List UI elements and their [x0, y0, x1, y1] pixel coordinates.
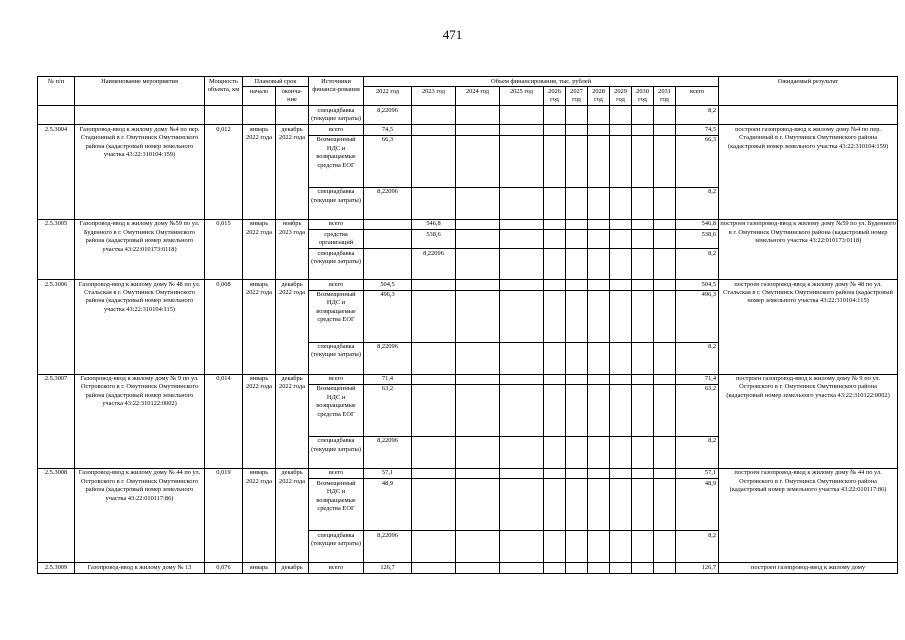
cell-empty: [610, 230, 632, 249]
cell-end: ноябрь 2023 года: [276, 219, 309, 279]
cell-end: декабрь 2022 года: [276, 374, 309, 468]
cell-2022: 8,22096: [364, 187, 412, 219]
cell-empty: [456, 384, 500, 436]
cell-empty: [610, 384, 632, 436]
cell-empty: [566, 436, 588, 468]
header-term-end: оконча-ние: [276, 87, 309, 106]
cell-empty: [566, 290, 588, 342]
cell-empty: [632, 342, 654, 374]
cell-2023: [412, 135, 456, 187]
cell-empty: [588, 436, 610, 468]
cell-name: Газопровод-ввод к жилому дому №59 по ул. Буденного в г. Омутнинск Омутнинского района (кадастровый номер земельного участка 43:22:010173:0118): [75, 219, 205, 279]
cell-source: спецнадбавка (текущие затраты): [309, 187, 364, 219]
cell-empty: [500, 563, 544, 573]
cell-2022: 8,22096: [364, 436, 412, 468]
cell-empty: [412, 106, 456, 125]
header-year-2023: 2023 год: [412, 87, 456, 106]
header-volume: Объем финансирования, тыс. рублей: [364, 77, 719, 87]
cell-empty: [456, 563, 500, 573]
cell-total: 8,2: [676, 249, 719, 280]
cell-2022: [364, 219, 412, 229]
cell-empty: [610, 135, 632, 187]
cell-empty: [588, 563, 610, 573]
cell-empty: [588, 187, 610, 219]
header-name: Наименование мероприятия: [75, 77, 205, 106]
cell-source: спецнадбавка (текущие затраты): [309, 249, 364, 280]
cell-end: декабрь 2022 года: [276, 468, 309, 562]
cell-2022: 63,2: [364, 384, 412, 436]
cell-total: 66,3: [676, 135, 719, 187]
cell-empty: [544, 219, 566, 229]
project-row: [38, 280, 898, 290]
cell-empty: [544, 531, 566, 563]
cell-empty: [544, 479, 566, 531]
cell-start: январь 2022 года: [243, 219, 276, 279]
cell-source: всего: [309, 468, 364, 478]
cell-empty: [456, 187, 500, 219]
cell-empty: [544, 342, 566, 374]
cell-empty: [654, 468, 676, 478]
cell-empty: [588, 384, 610, 436]
cell-total: 71,4: [676, 374, 719, 384]
project-row: [38, 374, 898, 384]
cell-empty: [544, 384, 566, 436]
cell-source: Возмещенный НДС и возвращаемые средства ЕОГ: [309, 135, 364, 187]
cell-total: 546,8: [676, 219, 719, 229]
cell-empty: [632, 384, 654, 436]
cell-empty: [632, 479, 654, 531]
cell-empty: [500, 135, 544, 187]
table-header: [38, 77, 898, 106]
cell-result: построен газопровод-ввод к жилому дому № 9 по ул. Островского в г. Омутнинск Омутнинского района (кадастровый номер земельного участка 43:22:310122:0002): [719, 374, 898, 468]
cell-source: всего: [309, 219, 364, 229]
cell-2022: 66,3: [364, 135, 412, 187]
cell-empty: [544, 290, 566, 342]
cell-empty: [610, 125, 632, 135]
cell-source: Возмещенный НДС и возвращаемые средства ЕОГ: [309, 384, 364, 436]
cell-empty: [500, 249, 544, 280]
cell-source: спецнадбавка (текущие затраты): [309, 531, 364, 563]
cell-result: построен газопровод-ввод к жилому дому № 48 по ул. Стальская в г. Омутнинск Омутнинского района (кадастровый номер земельного участка 43:22:310104:115): [719, 280, 898, 374]
cell-result: построен газопровод-ввод к жилому дому №59 по ул. Буденного в г. Омутнинск Омутнинского района (кадастровый номер земельного участка 43:22:010173:0118): [719, 219, 898, 279]
cell-empty: [566, 219, 588, 229]
header-year-2028: 2028 год: [588, 87, 610, 106]
header-year-2025: 2025 год: [500, 87, 544, 106]
cell-2022: 8,22096: [364, 106, 412, 125]
cell-2023: [412, 342, 456, 374]
last-row: [38, 563, 898, 573]
cell-2023: 8,22096: [412, 249, 456, 280]
cell-empty: [205, 106, 243, 125]
cell-name: Газопровод-ввод к жилому дому № 44 по ул. Островского в г. Омутнинск Омутнинского района (кадастровый номер земельного участка 43:22:010117:86): [75, 468, 205, 562]
cell-name: Газопровод-ввод к жилому дому № 13: [75, 563, 205, 573]
cell-2022: 74,5: [364, 125, 412, 135]
cell-empty: [456, 342, 500, 374]
cell-empty: [654, 106, 676, 125]
cell-2023: [412, 125, 456, 135]
cell-empty: [588, 125, 610, 135]
cell-2022: 8,22096: [364, 342, 412, 374]
cell-2022: 71,4: [364, 374, 412, 384]
header-year-2026: 2026 год: [544, 87, 566, 106]
cell-start: январь 2022 года: [243, 468, 276, 562]
cell-2022: 504,5: [364, 280, 412, 290]
cell-empty: [456, 219, 500, 229]
cell-empty: [456, 479, 500, 531]
cell-2022: 126,7: [364, 563, 412, 573]
cell-empty: [588, 374, 610, 384]
cell-empty: [243, 106, 276, 125]
cell-empty: [75, 106, 205, 125]
cell-empty: [500, 106, 544, 125]
cell-2023: 538,6: [412, 230, 456, 249]
project-row: [38, 125, 898, 135]
cell-empty: [456, 230, 500, 249]
cell-empty: [654, 290, 676, 342]
cell-empty: [632, 531, 654, 563]
cell-empty: [500, 187, 544, 219]
header-year-2022: 2022 год: [364, 87, 412, 106]
cell-empty: [654, 384, 676, 436]
cell-empty: [500, 280, 544, 290]
cell-empty: [588, 290, 610, 342]
cell-empty: [654, 187, 676, 219]
cell-empty: [632, 290, 654, 342]
cell-start: январь: [243, 563, 276, 573]
cell-source: всего: [309, 563, 364, 573]
cell-empty: [566, 187, 588, 219]
cell-2023: [412, 187, 456, 219]
cell-empty: [500, 374, 544, 384]
cell-source: спецнадбавка (текущие затраты): [309, 106, 364, 125]
cell-end: декабрь 2022 года: [276, 280, 309, 374]
cell-2023: [412, 280, 456, 290]
cell-power: 0,012: [205, 125, 243, 219]
cell-empty: [632, 374, 654, 384]
cell-2022: 8,22096: [364, 531, 412, 563]
cell-source: Возмещенный НДС и возвращаемые средства ЕОГ: [309, 479, 364, 531]
cell-total: 8,2: [676, 531, 719, 563]
header-year-2029: 2029 год: [610, 87, 632, 106]
cell-source: всего: [309, 280, 364, 290]
cell-source: всего: [309, 374, 364, 384]
cell-empty: [654, 219, 676, 229]
cell-empty: [654, 374, 676, 384]
cell-empty: [38, 106, 75, 125]
cell-empty: [276, 106, 309, 125]
cell-start: январь 2022 года: [243, 374, 276, 468]
cell-2023: [412, 374, 456, 384]
carry-row: [38, 106, 898, 125]
cell-empty: [719, 106, 898, 125]
cell-empty: [456, 106, 500, 125]
cell-empty: [632, 468, 654, 478]
cell-empty: [632, 280, 654, 290]
cell-empty: [456, 280, 500, 290]
cell-empty: [654, 563, 676, 573]
financing-table-container: [37, 76, 896, 574]
cell-2023: [412, 384, 456, 436]
cell-end: декабрь: [276, 563, 309, 573]
cell-empty: [654, 125, 676, 135]
cell-empty: [610, 106, 632, 125]
cell-empty: [500, 230, 544, 249]
cell-total: 8,2: [676, 342, 719, 374]
cell-empty: [654, 135, 676, 187]
cell-empty: [588, 468, 610, 478]
cell-start: январь 2022 года: [243, 280, 276, 374]
cell-empty: [610, 436, 632, 468]
cell-total: 8,2: [676, 436, 719, 468]
cell-empty: [412, 563, 456, 573]
cell-id: 2.5.3007: [38, 374, 75, 468]
cell-empty: [566, 342, 588, 374]
cell-total: 504,5: [676, 280, 719, 290]
cell-empty: [544, 230, 566, 249]
cell-empty: [610, 374, 632, 384]
cell-name: Газопровод-ввод к жилому дому № 48 по ул. Стальская в г. Омутнинск Омутнинского района (кадастровый номер земельного участка 43:22:310104:115): [75, 280, 205, 374]
cell-empty: [566, 249, 588, 280]
cell-id: 2.5.3006: [38, 280, 75, 374]
cell-id: 2.5.3004: [38, 125, 75, 219]
cell-empty: [566, 106, 588, 125]
cell-empty: [566, 125, 588, 135]
cell-empty: [544, 436, 566, 468]
header-source: Источники финанси-рования: [309, 77, 364, 106]
cell-empty: [500, 468, 544, 478]
cell-2022: 48,9: [364, 479, 412, 531]
cell-empty: [566, 563, 588, 573]
header-result: Ожидаемый результат: [719, 77, 898, 106]
table-body: [38, 106, 898, 563]
cell-empty: [566, 479, 588, 531]
cell-empty: [588, 531, 610, 563]
cell-2023: [412, 479, 456, 531]
cell-empty: [544, 187, 566, 219]
financing-table: [37, 76, 898, 574]
cell-power: 0,019: [205, 468, 243, 562]
cell-2022: [364, 230, 412, 249]
cell-empty: [566, 384, 588, 436]
cell-empty: [566, 531, 588, 563]
cell-power: 0,015: [205, 219, 243, 279]
cell-empty: [610, 280, 632, 290]
cell-total: 8,2: [676, 106, 719, 125]
cell-empty: [632, 230, 654, 249]
cell-source: Возмещенный НДС и возвращаемые средства ЕОГ: [309, 290, 364, 342]
header-year-2031: 2031 год: [654, 87, 676, 106]
cell-empty: [654, 249, 676, 280]
cell-total: 496,3: [676, 290, 719, 342]
cell-source: средства организаций: [309, 230, 364, 249]
cell-end: декабрь 2022 года: [276, 125, 309, 219]
cell-source: всего: [309, 125, 364, 135]
cell-empty: [588, 219, 610, 229]
cell-empty: [566, 280, 588, 290]
header-year-2030: 2030 год: [632, 87, 654, 106]
project-row: [38, 219, 898, 229]
cell-empty: [500, 342, 544, 374]
cell-empty: [566, 468, 588, 478]
cell-total: 48,9: [676, 479, 719, 531]
cell-empty: [588, 230, 610, 249]
cell-id: 2.5.3009: [38, 563, 75, 573]
cell-id: 2.5.3005: [38, 219, 75, 279]
cell-empty: [544, 280, 566, 290]
cell-empty: [610, 219, 632, 229]
cell-empty: [544, 374, 566, 384]
cell-id: 2.5.3008: [38, 468, 75, 562]
header-year-2024: 2024 год: [456, 87, 500, 106]
cell-empty: [654, 280, 676, 290]
cell-empty: [610, 290, 632, 342]
cell-empty: [654, 230, 676, 249]
header-year-2027: 2027 год: [566, 87, 588, 106]
page-number: 471: [442, 27, 463, 42]
cell-2023: [412, 290, 456, 342]
cell-empty: [500, 384, 544, 436]
cell-empty: [632, 436, 654, 468]
cell-empty: [610, 531, 632, 563]
table-body-last: [38, 563, 898, 573]
cell-empty: [588, 249, 610, 280]
cell-result: построен газопровод-ввод к жилому дому: [719, 563, 898, 573]
cell-empty: [544, 468, 566, 478]
header-term: Плановый срок: [243, 77, 309, 87]
cell-empty: [500, 436, 544, 468]
cell-empty: [566, 374, 588, 384]
cell-empty: [456, 374, 500, 384]
cell-empty: [632, 219, 654, 229]
header-power: Мощность объекта, км: [205, 77, 243, 106]
cell-empty: [456, 125, 500, 135]
cell-total: 74,5: [676, 125, 719, 135]
cell-empty: [610, 249, 632, 280]
cell-empty: [566, 230, 588, 249]
cell-empty: [610, 563, 632, 573]
header-term-start: начало: [243, 87, 276, 106]
cell-2023: [412, 436, 456, 468]
cell-empty: [588, 106, 610, 125]
cell-empty: [632, 563, 654, 573]
cell-total: 538,6: [676, 230, 719, 249]
cell-empty: [632, 106, 654, 125]
cell-empty: [654, 436, 676, 468]
cell-empty: [544, 249, 566, 280]
cell-empty: [566, 135, 588, 187]
cell-empty: [610, 187, 632, 219]
header-total: всего: [676, 87, 719, 106]
cell-name: Газопровод-ввод к жилому дому № 9 по ул. Островского в г. Омутнинск Омутнинского района (кадастровый номер земельного участка 43:22:310122:0002): [75, 374, 205, 468]
cell-start: январь 2022 года: [243, 125, 276, 219]
cell-name: Газопровод-ввод к жилому дому №4 по пер. Стадионный в г. Омутнинск Омутнинского района (кадастровый номер земельного участка 43:22:310104:159): [75, 125, 205, 219]
project-row: [38, 468, 898, 478]
cell-empty: [632, 125, 654, 135]
cell-result: построен газопровод-ввод к жилому дому №4 по пер. Стадионный в г. Омутнинск Омутнинского района (кадастровый номер земельного участка 43:22:310104:159): [719, 125, 898, 219]
cell-empty: [654, 342, 676, 374]
cell-2022: [364, 249, 412, 280]
cell-empty: [588, 342, 610, 374]
cell-empty: [500, 219, 544, 229]
cell-empty: [456, 436, 500, 468]
cell-2022: 57,1: [364, 468, 412, 478]
cell-total: 57,1: [676, 468, 719, 478]
cell-source: спецнадбавка (текущие затраты): [309, 436, 364, 468]
cell-empty: [610, 479, 632, 531]
cell-2022: 496,3: [364, 290, 412, 342]
cell-empty: [610, 468, 632, 478]
cell-empty: [610, 342, 632, 374]
cell-power: 0,014: [205, 374, 243, 468]
cell-empty: [500, 531, 544, 563]
cell-empty: [544, 135, 566, 187]
cell-empty: [588, 479, 610, 531]
cell-total: 126,7: [676, 563, 719, 573]
cell-empty: [632, 249, 654, 280]
cell-empty: [544, 106, 566, 125]
cell-empty: [456, 249, 500, 280]
cell-empty: [456, 290, 500, 342]
cell-empty: [654, 531, 676, 563]
cell-2023: 546,8: [412, 219, 456, 229]
cell-empty: [632, 187, 654, 219]
cell-power: 0,076: [205, 563, 243, 573]
cell-2023: [412, 531, 456, 563]
cell-empty: [654, 479, 676, 531]
cell-empty: [500, 290, 544, 342]
cell-empty: [456, 135, 500, 187]
cell-source: спецнадбавка (текущие затраты): [309, 342, 364, 374]
cell-empty: [544, 125, 566, 135]
cell-empty: [500, 125, 544, 135]
cell-empty: [588, 135, 610, 187]
cell-empty: [588, 280, 610, 290]
cell-2023: [412, 468, 456, 478]
header-num: № п/п: [38, 77, 75, 106]
cell-total: 63,2: [676, 384, 719, 436]
cell-empty: [632, 135, 654, 187]
cell-power: 0,008: [205, 280, 243, 374]
cell-total: 8,2: [676, 187, 719, 219]
cell-empty: [500, 479, 544, 531]
cell-empty: [544, 563, 566, 573]
cell-result: построен газопровод-ввод к жилому дому № 44 по ул. Островского в г. Омутнинск Омутнинского района (кадастровый номер земельного участка 43:22:010117:86): [719, 468, 898, 562]
cell-empty: [456, 468, 500, 478]
cell-empty: [456, 531, 500, 563]
